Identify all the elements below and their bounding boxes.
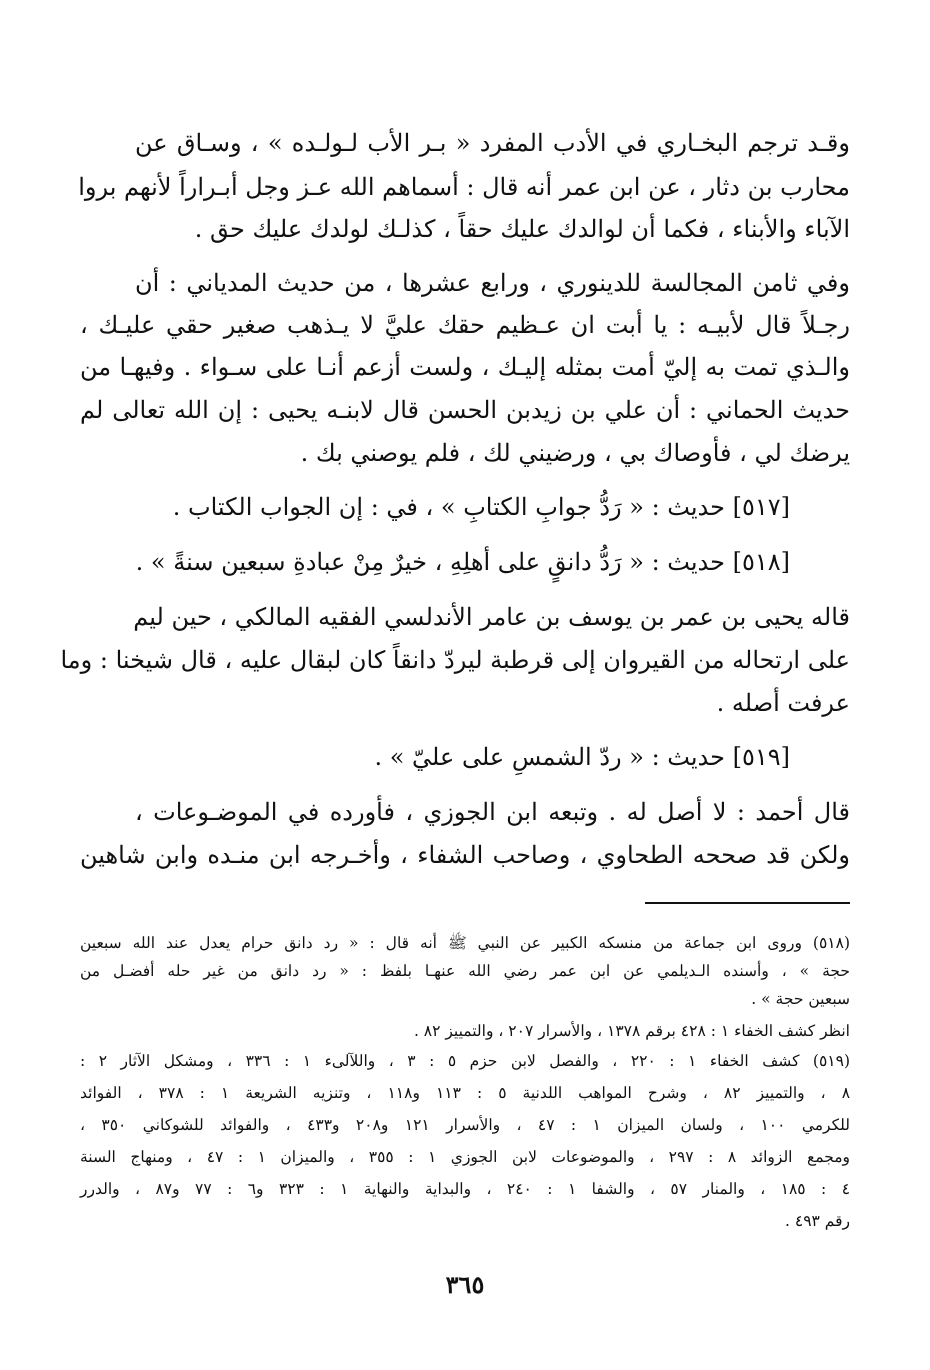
text-line: قال أحمد : لا أصل له . وتبعه ابن الجوزي ، فأورده في الموضـوعات ، bbox=[135, 798, 850, 826]
footnote-line: حجة » ، وأسنده الـديلمي عن ابن عمر رضي الله عنهـا بلفظ : « رد دانق من غير حله أفضـل من bbox=[80, 962, 850, 980]
text-line: عرفت أصله . bbox=[716, 689, 850, 717]
text-line: على ارتحاله من القيروان إلى قرطبة ليردّ دانقاً كان لبقال عليه ، قال شيخنا : وما bbox=[60, 646, 850, 674]
text-line: محارب بن دثار ، عن ابن عمر أنه قال : أسماهم الله عـز وجل أبـراراً لأنهم بروا bbox=[78, 173, 850, 201]
text-line: حديث الحماني : أن علي بن زيدبن الحسن قال لابنـه يحيى : إن الله تعالى لم bbox=[80, 396, 850, 424]
text-line: وقـد ترجم البخـاري في الأدب المفرد « بـر الأب لـولـده » ، وسـاق عن bbox=[135, 129, 850, 157]
footnote-line: ومجمع الزوائد ٨ : ٢٩٧ ، والموضوعات لابن الجوزي ١ : ٣٥٥ ، والميزان ١ : ٤٧ ، ومنهاج السنة bbox=[80, 1148, 850, 1166]
footnote-line: سبعين حجة » . bbox=[751, 990, 850, 1008]
footnote-line: ٨ ، والتمييز ٨٢ ، وشرح المواهب اللدنية ٥ : ١١٣ و١١٨ ، وتنزيه الشريعة ١ : ٣٧٨ ، الفوائد bbox=[80, 1084, 851, 1102]
text-line: الآباء والأبناء ، فكما أن لوالدك عليك حقاً ، كذلـك لولدك عليك حق . bbox=[194, 215, 850, 243]
page-number: ٣٦٥ bbox=[445, 1270, 485, 1299]
footnote-line: للكرمي ١٠٠ ، ولسان الميزان ١ : ٤٧ ، والأسرار ١٢١ و٢٠٨ و٤٣٣ ، والفوائد للشوكاني ٣٥٠ ، bbox=[80, 1116, 851, 1134]
text-line: قاله يحيى بن عمر بن يوسف بن عامر الأندلسي الفقيه المالكي ، حين ليم bbox=[133, 603, 850, 631]
footnote-line: رقم ٤٩٣ . bbox=[785, 1212, 850, 1230]
footnote-line: انظر كشف الخفاء ١ : ٤٢٨ برقم ١٣٧٨ ، والأسرار ٢٠٧ ، والتمييز ٨٢ . bbox=[413, 1022, 850, 1040]
text-line: [٥١٩] حديث : « ردّ الشمسِ على عليّ » . bbox=[374, 743, 790, 771]
text-line: [٥١٧] حديث : « رَدُّ جوابِ الكتابِ » ، في : إن الجواب الكتاب . bbox=[172, 493, 790, 521]
footnote-line: ٤ : ١٨٥ ، والمنار ٥٧ ، والشفا ١ : ٢٤٠ ، والبداية والنهاية ١ : ٣٢٣ و٦ : ٧٧ و٨٧ ، والدرر bbox=[80, 1180, 851, 1198]
text-line: يرضك لي ، فأوصاك بي ، ورضيني لك ، فلم يوصني بك . bbox=[300, 439, 850, 467]
text-line: والـذي تمت به إليّ أمت بمثله إليـك ، ولست أزعم أنـا على سـواء . وفيهـا من bbox=[80, 353, 851, 381]
text-line: وفي ثامن المجالسة للدينوري ، ورابع عشرها ، من حديث المدياني : أن bbox=[135, 269, 850, 297]
footnote-line: (٥١٩) كشف الخفاء ١ : ٢٢٠ ، والفصل لابن حزم ٥ : ٣ ، واللآلىء ١ : ٣٣٦ ، ومشكل الآثار ٢ : bbox=[80, 1052, 851, 1070]
footnote-separator bbox=[645, 902, 850, 904]
text-line: [٥١٨] حديث : « رَدُّ دانقٍ على أهلِهِ ، خيرٌ مِنْ عبادةِ سبعين سنةً » . bbox=[135, 548, 790, 576]
text-line: ولكن قد صححه الطحاوي ، وصاحب الشفاء ، وأخـرجه ابن منـده وابن شاهين bbox=[80, 841, 850, 869]
footnote-line: (٥١٨) وروى ابن جماعة من منسكه الكبير عن النبي ﷺ أنه قال : « رد دانق حرام يعدل عند الله سبعين bbox=[80, 934, 850, 952]
text-line: رجـلاً قال لأبيـه : يا أبت ان عـظيم حقك عليَّ لا يـذهب صغير حقي عليـك ، bbox=[80, 311, 850, 339]
